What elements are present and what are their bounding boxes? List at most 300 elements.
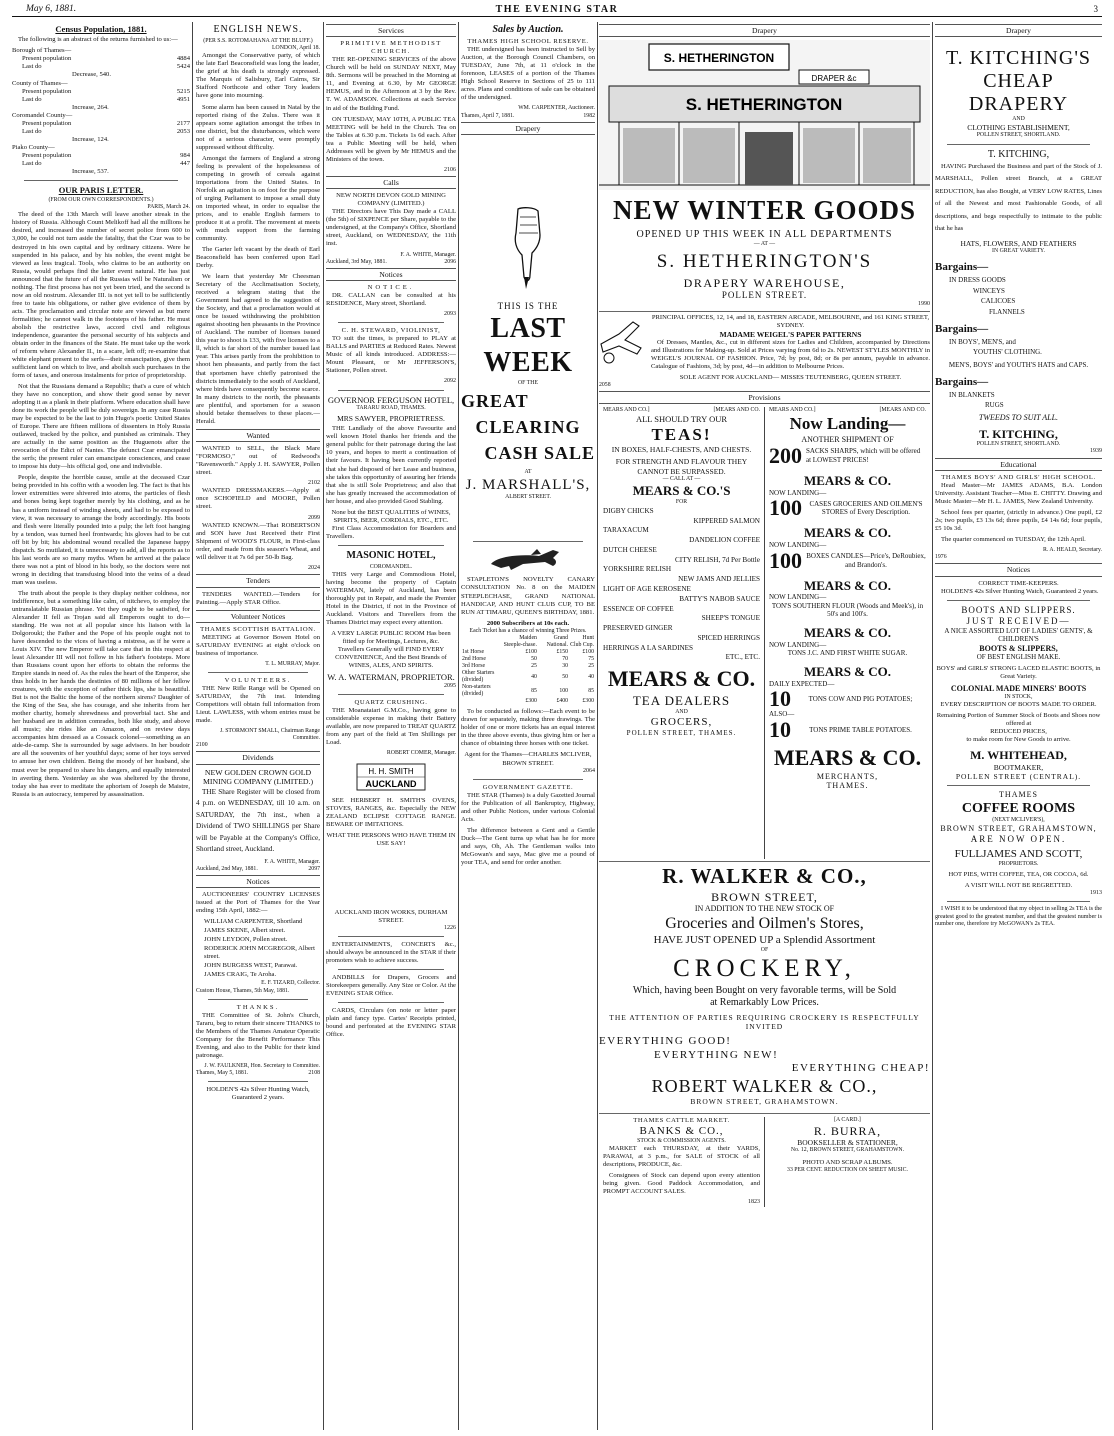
kitching-text: HAVING Purchased the Business and part of the Stock of J. MARSHALL, Pollen street Branch, at a GREAT REDUCTION, has also Bought, at VERY LOW RATES, Lines of all the Newest and most Fashionable Goods, of all descriptions, and begs respectfully to intimate to the public that he has xyxy=(935,162,1102,233)
census-label: Increase, 264. xyxy=(72,103,109,111)
prize-cell xyxy=(461,698,501,705)
of-the: OF THE xyxy=(517,380,539,387)
tea-dealers: TEA DEALERS xyxy=(632,693,731,709)
pointing-hand-icon xyxy=(504,205,552,291)
divider xyxy=(208,672,308,673)
mears-tags xyxy=(603,407,760,414)
dividend-sign: F. A. WHITE, Manager. xyxy=(264,858,320,865)
ad-number: 2102 xyxy=(308,480,320,487)
stapleton-text: STAPLETON'S NOVELTY CANARY CONSULTATION No. 8 on the MAIDEN STEEPLECHASE, GRAND NATIONAL HANDICAP, AND HUNT CLUB CUP, TO BE RUN AT TIMARU, QUEEN'S BIRTHDAY, 1881. xyxy=(461,576,595,616)
just-received: JUST RECEIVED— xyxy=(966,615,1071,626)
divider xyxy=(338,1002,444,1003)
church-title: PRIMITIVE METHODIST CHURCH. xyxy=(340,40,442,56)
divider xyxy=(208,999,308,1000)
masonic-hotel-title: MASONIC HOTEL, xyxy=(346,549,436,561)
clothing-establishment: CLOTHING ESTABLISHMENT, xyxy=(967,123,1070,133)
weigel-title: MADAME WEIGEL'S PAPER PATTERNS xyxy=(719,329,862,339)
licensee: JOHN LEYDON, Pollen street. xyxy=(204,936,288,944)
dividend-text: THE Share Register will be closed from 4 p.m. on WEDNESDAY, till 10 a.m. on SATURDAY, the 7th inst., when a Dividend of TWO SHILLINGS per Share will be Payable at the Company's Office, Shortland street, Auckland. xyxy=(196,787,320,854)
census-row xyxy=(12,80,190,88)
landing-quantity: 100 xyxy=(769,547,802,573)
cash-sale-headline: CASH SALE xyxy=(484,443,595,464)
ad-number: 2093 xyxy=(444,310,456,317)
hetherington-shopfront-engraving xyxy=(599,40,930,190)
proprietors: PROPRIETORS. xyxy=(998,860,1039,867)
bargain-item: CALICOES xyxy=(981,297,1016,306)
burra-photo: PHOTO AND SCRAP ALBUMS. xyxy=(802,1158,893,1166)
landing-text: TONS J.C. AND FIRST WHITE SUGAR. xyxy=(787,649,908,658)
census-value: 447 xyxy=(180,159,190,167)
prize-cell: £100 xyxy=(525,648,537,655)
prize-column-header: Grand National. xyxy=(546,634,569,648)
census-row xyxy=(12,144,190,152)
census-label: Present population xyxy=(22,119,72,127)
landing-quantity: 100 xyxy=(769,495,802,521)
call-at: — CALL AT — xyxy=(662,475,701,482)
prize-row xyxy=(461,663,595,670)
english-news-paragraph: Some alarm has been caused in Natal by the reported rising of the Zulus. There was it appears some agitation amongst the tribes in one district, but the disturbances, which were not of a serious character, were promptly suppressed without difficulty. xyxy=(196,103,320,151)
this-is-the: THIS IS THE xyxy=(497,300,559,311)
tweeds-tagline: TWEEDS TO SUIT ALL. xyxy=(978,413,1059,422)
licensee: JAMES CRAIG, Te Aroha. xyxy=(204,971,277,979)
census-label: Present population xyxy=(22,55,72,63)
shop-roof-sign: S. HETHERINGTON xyxy=(663,51,775,66)
pollen-street: POLLEN STREET, SHORTLAND. xyxy=(976,441,1061,448)
masonic-hotel-sign: W. A. WATERMAN, PROPRIETOR. xyxy=(327,672,455,683)
smith-logo-city: AUCKLAND xyxy=(365,779,417,790)
landing-label: NOW LANDING— xyxy=(769,593,827,602)
prize-table-header xyxy=(461,635,595,649)
grocers: GROCERS, xyxy=(650,716,713,728)
ad-number: 2058 xyxy=(599,381,611,388)
ad-number: 2096 xyxy=(444,258,456,265)
english-make: OF BEST ENGLISH MAKE. xyxy=(976,653,1061,662)
ad-number: 2024 xyxy=(308,564,320,571)
walker-bought: Which, having been Bought on very favorable terms, will be Sold at Remarkably Low Prices. xyxy=(632,984,897,1008)
bottom-ads xyxy=(599,1117,930,1207)
census-row xyxy=(12,168,190,176)
landing-line xyxy=(769,602,926,619)
landing-label: DAILY EXPECTED— xyxy=(769,679,835,688)
prize-cell: 3rd Horse xyxy=(462,662,486,669)
marshall-name: J. MARSHALL'S, xyxy=(465,477,591,494)
smith-testimonials: WHAT THE PERSONS WHO HAVE THEM IN USE SAY! xyxy=(326,832,456,848)
column-rule xyxy=(458,22,459,1430)
prize-row xyxy=(461,670,595,684)
and-label: AND xyxy=(675,708,688,715)
hats-flowers: HATS, FLOWERS, AND FEATHERS xyxy=(960,238,1077,248)
census-label: Borough of Thames— xyxy=(12,47,72,55)
shop-side-sign: DRAPER &c xyxy=(811,74,857,84)
masonic-hotel-convenience: Travellers Generally will FIND EVERY CONVENIENCE, And the Best Brands of WINES, ALES, AND SPIRITS. xyxy=(335,646,447,670)
of-label: OF xyxy=(760,947,769,954)
census-value: 4884 xyxy=(176,55,190,63)
teas-headline: TEAS! xyxy=(651,424,712,444)
section-notices: Notices xyxy=(935,563,1102,576)
reserve-sign: WM. CARPENTER, Auctioneer. xyxy=(518,105,595,112)
english-news-title: ENGLISH NEWS. xyxy=(213,24,303,35)
census-row xyxy=(12,112,190,120)
provision-item: DUTCH CHEESE xyxy=(603,545,657,554)
mears-tag: MEARS AND CO.] xyxy=(769,407,816,414)
column-3 xyxy=(326,22,456,1430)
column-rule xyxy=(192,22,193,1430)
census-label: Present population xyxy=(22,87,72,95)
prize-row xyxy=(461,656,595,663)
reduced-prices: REDUCED PRICES, xyxy=(990,727,1047,735)
ad-number: 2100 xyxy=(196,742,208,749)
divider xyxy=(473,541,583,542)
summer-stock: Remaining Portion of Summer Stock of Boots and Shoes now offered at xyxy=(936,711,1101,727)
thanks-sign: J. W. FAULKNER, Hon. Secretary to Committee. xyxy=(204,1062,320,1069)
governor-hotel-footer: First Class Accommodation for Boarders and Travellers. xyxy=(326,524,456,540)
kitching-name: T. KITCHING, xyxy=(987,148,1050,160)
census-label: Last do xyxy=(22,127,42,135)
bargain-item: IN BOYS', MEN'S, and xyxy=(949,337,1016,346)
banks-footer: Consignees of Stock can depend upon every attention being given. Good Paddock Accommodation, and PROMPT ACCOUNT SALES. xyxy=(603,1172,760,1196)
section-volunteer-notices: Volunteer Notices xyxy=(196,610,320,623)
provision-item: LIGHT OF AGE KEROSENE xyxy=(603,585,691,593)
thanks-text: THE Committee of St. John's Church, Tararu, beg to return their sincere THANKS to the Members of the Thames Amateur Operatic Company for the Benefit Performance This Evening, and also to the Public for their kind patronage. xyxy=(196,1011,320,1059)
prize-cell: 50 xyxy=(531,655,537,662)
divider xyxy=(599,311,930,312)
great-variety: IN GREAT VARIETY. xyxy=(992,247,1045,254)
paris-letter-title: OUR PARIS LETTER. xyxy=(58,184,144,195)
landing-text: TON'S SOUTHERN FLOUR (Woods and Meek's), in 50's and 100's. xyxy=(771,601,924,619)
section-drapery: Drapery xyxy=(935,24,1102,37)
volunteers-title: VOLUNTEERS. xyxy=(224,677,292,685)
provision-item: NEW JAMS AND JELLIES xyxy=(678,575,760,584)
ad-number: 2064 xyxy=(583,767,595,774)
column-2 xyxy=(196,22,320,1430)
census-row xyxy=(12,71,190,79)
prize-cell: Other Starters (divided) xyxy=(462,670,495,684)
census-table xyxy=(12,47,190,176)
divider xyxy=(947,785,1090,786)
fulljames-scott: FULLJAMES AND SCOTT, xyxy=(954,847,1083,860)
census-value: 5424 xyxy=(176,63,190,71)
calls-sign: F. A. WHITE, Manager. xyxy=(400,251,456,258)
scottish-battalion-sign: T. L. MURRAY, Major. xyxy=(265,660,320,667)
weigel-text-block xyxy=(651,314,930,382)
prize-column-header: Maiden Steeple-chase. xyxy=(503,634,537,648)
quartz-title: QUARTZ CRUSHING. xyxy=(354,699,428,707)
clearing-headline: CLEARING xyxy=(475,417,581,438)
census-title: Census Population, 1881. xyxy=(55,24,147,34)
ad-number: 1823 xyxy=(748,1199,760,1206)
pollen-street: POLLEN STREET, SHORTLAND. xyxy=(976,132,1061,139)
mears-provision-list xyxy=(603,507,760,663)
burra-ad xyxy=(764,1117,930,1207)
school-sign: R. A. HEALD, Secretary. xyxy=(1042,547,1102,554)
provision-item: DANDELION COFFEE xyxy=(689,536,760,545)
reserve-text: THE undersigned has been instructed to Sell by Auction, at the Borough Council Chambers, on TUESDAY, June 7th, at 11 o'clock in the forenoon, LEASES of a portion of the Thames High School Reserve in Sections of 25 to 111 acres. Plans and conditions of sale can be obtained of the undersigned. xyxy=(461,46,595,102)
ad-number: 2106 xyxy=(444,166,456,173)
section-dividends: Dividends xyxy=(196,751,320,764)
divider xyxy=(947,144,1090,145)
boots-slippers: BOOTS & SLIPPERS, xyxy=(979,643,1058,653)
make-room: to make room for New Goods to arrive. xyxy=(966,735,1071,743)
licensee: RODERICK JOHN MCGREGOR, Albert street. xyxy=(204,945,315,961)
coffee-rooms: COFFEE ROOMS xyxy=(961,800,1076,816)
walker-opened: HAVE JUST OPENED UP a Splendid Assortment xyxy=(653,933,876,946)
calls-company: NEW NORTH DEVON GOLD MINING COMPANY (LIMITED.) xyxy=(336,192,446,208)
mears-teas-ad xyxy=(599,407,764,859)
divider xyxy=(338,969,444,970)
census-value: 4951 xyxy=(176,95,190,103)
licensee: JAMES SKENE, Albert street. xyxy=(204,927,286,935)
mears-tag: [MEARS AND CO. xyxy=(879,407,926,414)
divider xyxy=(599,1113,930,1114)
census-label: Present population xyxy=(22,151,72,159)
walker-groceries: Groceries and Oilmen's Stores, xyxy=(665,915,864,933)
school-term: The quarter commenced on TUESDAY, the 12th April. xyxy=(941,536,1086,544)
prize-row xyxy=(461,698,595,705)
landing-text: CASES GROCERIES AND OILMEN'S STORES of Every Description. xyxy=(809,499,923,517)
column-rule xyxy=(932,22,933,1430)
church-tea-meeting: ON TUESDAY, MAY 10TH, A PUBLIC TEA MEETING will be held in the Church. Tea on the Tables at 6.30 p.m. Tickets 1s 6d each. After tea a Public Meeting will be held, when Addresses will be given by Mr HEMUS and the Ministers of the town. xyxy=(326,115,456,163)
shop-fascia-sign: S. HETHERINGTON xyxy=(685,95,843,115)
new-winter-goods-headline: NEW WINTER GOODS xyxy=(612,195,917,226)
prize-column-header: Hunt Club Cup. xyxy=(570,634,594,648)
census-row xyxy=(12,104,190,112)
paris-letter-byline: (FROM OUR OWN CORRESPONDENTS.) xyxy=(48,197,154,204)
hetherington-name: S. HETHERINGTON'S xyxy=(656,251,873,273)
divider xyxy=(947,600,1090,601)
walker-graham: BROWN STREET, GRAHAMSTOWN. xyxy=(690,1097,839,1107)
census-value: 2053 xyxy=(176,127,190,135)
cards-ad: CARDS, Circulars (on note or letter paper plain and fancy type. Cartes' Receipts printed, bound and perforated at the EVENING STAR Office. xyxy=(326,1007,456,1039)
english-news-paragraph: Amongst the Conservative party, of which the late Earl Beaconsfield was long the leader, the grief at his death is strongly expressed. The Marquis of Salisbury, Earl Cairns, Sir Stafford Northcote and other Tory leaders have gone into mourning. xyxy=(196,52,320,100)
column-rule xyxy=(323,22,324,1430)
divider xyxy=(338,936,444,937)
ad-number: 2092 xyxy=(444,378,456,385)
governor-hotel-proprietor: MRS SAWYER, PROPRIETRESS. xyxy=(337,414,445,424)
opened-up-line: OPENED UP THIS WEEK IN ALL DEPARTMENTS xyxy=(636,229,893,241)
notice-text: DR. CALLAN can be consulted at his RESIDENCE, Mary street, Shortland. xyxy=(326,291,456,307)
ad-number: 1226 xyxy=(444,924,456,931)
cheap-drapery: CHEAP DRAPERY xyxy=(968,70,1069,116)
census-label: Coromandel County— xyxy=(12,111,73,119)
census-label: County of Thames— xyxy=(12,79,68,87)
ad-number: 1990 xyxy=(918,301,930,308)
governor-hotel-title: GOVERNOR FERGUSON HOTEL, xyxy=(327,394,455,405)
weigel-agent: SOLE AGENT FOR AUCKLAND— MISSES TEUTENBERG, QUEEN STREET. xyxy=(679,373,902,381)
hot-pies: HOT PIES, WITH COFFEE, TEA, OR COCOA, 6d. xyxy=(948,870,1089,878)
provision-item: CITY RELISH, 7d Per Bottle xyxy=(675,555,760,564)
whitehead-name: M. WHITEHEAD, xyxy=(970,748,1067,762)
wanted-ad: WANTED KNOWN.—That ROBERTSON and SON have Just Received their First Shipment of WOOD'S FLOUR, in First-class order, and made from this season's Wheat, and will deliver it at 7s 6d per 50-lb Bag. xyxy=(196,521,320,561)
prize-cell: 1st Horse xyxy=(462,648,485,655)
mears-block-head: MEARS & CO. xyxy=(803,472,892,488)
section-provisions: Provisions xyxy=(599,391,930,404)
provision-item: ESSENCE OF COFFEE xyxy=(603,604,674,613)
paris-paragraph: Not that the Russians demand a Republic; that's a cure of which they have no conception, and show their good sense by never adopting it as a plank in their platform. Where education shall have done its work the people will be duly sovereign. In any case Russia may be expected to be the last to join Hugo's poetic United States of Europe. There are fifteen millions of dissenters in Holy Russia outlawed, tracked by the police, and punished as criminals. They are actually in the same position as the Huguenots after the revocation of the Edict of Nantes. The defunct Czar emancipated the serfs; the present ruler can emancipate consciences, and cease to impose his duty—his official god, one and indivisible. xyxy=(12,383,190,471)
thames: THAMES. xyxy=(826,781,869,791)
census-row xyxy=(12,47,190,55)
volunteers-text: THE New Rifle Range will be Opened on SATURDAY, the 7th inst. Intending Competitors will obtain full information from Lieut. LAWLESS, with whom entries must be made. xyxy=(196,685,320,725)
census-label: Last do xyxy=(22,63,42,71)
section-notices: Notices xyxy=(196,875,320,888)
section-sales-by-auction: Sales by Auction. xyxy=(492,24,564,35)
english-news-body xyxy=(196,52,320,425)
mears-big-name: MEARS & CO. xyxy=(607,666,756,692)
paris-letter-body xyxy=(12,211,190,798)
coffee-open: ARE NOW OPEN. xyxy=(970,833,1067,844)
divider xyxy=(24,180,178,181)
census-row xyxy=(12,55,190,63)
governor-hotel-address: TARARU ROAD, THAMES. xyxy=(356,405,426,412)
ad-number: 2095 xyxy=(444,682,456,689)
census-row xyxy=(12,136,190,144)
prize-cell: £300 xyxy=(582,698,594,705)
census-label: Last do xyxy=(22,95,42,103)
school-fees: School fees per quarter, (strictly in advance.) One pupil, £2 2s; two pupils, £3 13s 6d; three pupils, £4 14s 6d; four pupils, £5 10s 3d. xyxy=(935,509,1102,533)
paper-title: THE EVENING STAR xyxy=(495,4,619,15)
stapleton-rules: To be conducted as follows:—Each event to be drawn for separately, making three drawings. The holder of one or more tickets has an equal interest in the three above events, thus giving him or her a chance of obtaining three horses with one ticket. xyxy=(461,708,595,748)
provision-item: PRESERVED GINGER xyxy=(603,624,673,633)
section-calls: Calls xyxy=(326,176,456,189)
teas-flavour: FOR STRENGTH AND FLAVOUR THEY CANNOT BE SURPASSED. xyxy=(615,457,748,476)
census-row xyxy=(12,120,190,128)
provision-item: TARAXACUM xyxy=(603,526,649,535)
and-label: AND xyxy=(1012,116,1025,123)
divider xyxy=(473,779,583,780)
ad-number: 2099 xyxy=(308,514,320,521)
church-text: THE RE-OPENING SERVICES of the above Church will be held on SUNDAY NEXT, May 8th. Sermons will be preached in the Morning at 11, and Evening at 6.30, by Mr GEORGE HEMUS, and in the Afternoon at 3 by the Rev. T. W. ADAMSON. Collections at each Service in aid of the Building Fund. xyxy=(326,56,456,112)
mears-block-head: MEARS & CO. xyxy=(803,525,892,541)
holden-watch-ad: HOLDEN'S 42s Silver Hunting Watch, Guaranteed 2 years. xyxy=(206,1085,310,1101)
english-news-dateline: LONDON, April 18. xyxy=(272,45,320,52)
dividend-date: Auckland, 2nd May, 1881. xyxy=(196,865,258,872)
provision-item: HERRINGS A LA SARDINES xyxy=(603,643,694,652)
thanks-title: THANKS. xyxy=(236,1003,280,1011)
mens-hats: MEN'S, BOYS' and YOUTH'S HATS and CAPS. xyxy=(948,361,1089,369)
burra-name: R. BURRA, xyxy=(813,1123,882,1138)
section-educational: Educational xyxy=(935,458,1102,471)
landing-line xyxy=(769,497,926,519)
mears-tag: [MEARS AND CO. xyxy=(713,407,760,414)
prize-cell: 2nd Horse xyxy=(462,655,486,662)
banks-sub: STOCK & COMMISSION AGENTS. xyxy=(637,1138,726,1145)
at-label: — AT — xyxy=(753,241,776,248)
landing-line xyxy=(769,688,926,710)
census-intro: The following is an abstract of the returns furnished to us:— xyxy=(18,36,178,44)
pollen-street: POLLEN STREET. xyxy=(721,290,808,301)
census-row xyxy=(12,96,190,104)
licenses-sign: E. F. TIZARD, Collector. xyxy=(261,980,320,987)
column-1 xyxy=(12,22,190,1430)
column-rule xyxy=(597,22,598,1430)
now-landing-headline: Now Landing— xyxy=(789,414,906,434)
prize-cell: £150 xyxy=(556,648,569,655)
mcgowan-tea-notice: I WISH it to be understood that my object in selling 2s TEA is the greatest good to the greatest number, and that the greatest number is number one, therefore try McGOWAN's 2s TEA. xyxy=(935,906,1102,928)
burra-address: No. 12, BROWN STREET, GRAHAMSTOWN. xyxy=(790,1147,905,1154)
everything-new: EVERYTHING NEW! xyxy=(654,1048,779,1061)
marshall-address: ALBERT STREET. xyxy=(505,494,551,501)
quartz-text: THE Moanataiari G.M.Co., having gone to considerable expense in making their Battery available, are now prepared to TREAT QUARTZ from any part of the field at Ten Shillings per Load. xyxy=(326,707,456,747)
ad-number: 2097 xyxy=(308,865,320,872)
census-label: Piako County— xyxy=(12,143,55,151)
sharps-quantity: 200 xyxy=(769,442,802,468)
divider xyxy=(208,1081,308,1082)
census-row xyxy=(12,88,190,96)
census-row xyxy=(12,128,190,136)
everything-cheap: EVERYTHING CHEAP! xyxy=(791,1062,930,1075)
prize-cell: 100 xyxy=(559,687,569,694)
census-value: 2177 xyxy=(176,119,190,127)
licensee: WILLIAM CARPENTER, Shortland xyxy=(204,918,303,926)
whitehead-address: POLLEN STREET (CENTRAL). xyxy=(955,771,1082,781)
try-our: ALL SHOULD TRY OUR xyxy=(635,414,728,425)
provision-item: ETC., ETC. xyxy=(725,653,760,662)
bargains-heading: Bargains— xyxy=(935,261,989,273)
landing-line xyxy=(769,547,926,573)
ad-number: 1939 xyxy=(1090,448,1102,455)
column-4 xyxy=(461,22,595,1430)
section-notices: Notices xyxy=(326,268,456,281)
calls-date: Auckland, 3rd May, 1881. xyxy=(326,258,387,265)
crockery-headline: CROCKERY, xyxy=(673,955,856,983)
smith-footer: AUCKLAND IRON WORKS, DURHAM STREET. xyxy=(334,908,448,924)
prize-row xyxy=(461,684,595,698)
paris-paragraph: The deed of the 13th March will leave another streak in the history of Russia. Although Count Melikoff had all the millions he desired, and increased the number of secret police from 600 to 3,000, he could not turn aside the fatality, that the Czar was to be destroyed in his own capital and by ordinary citizens. Were he suspended in his palace, and by his nobles, the event might be viewed as less tragical. Tools, who claims to be an authority on Russia, would perhaps find the latter event natural. He has just announced that the future of all the Russias will be Naturalism or nothing. The first process has not yet been tried, and the second is now an old nostrum. Alexander III. is not yet tell to be sufficiently free to taste his obligations, or rather give evidence of them by acts. The proclamation and circular note are viewed as but mere formalities; he cannot walk in the footsteps of his father. He must abolish the restrictive laws, accord civil and religious independence, guarantee the personal security of his subjects and obtain order in the finances of the State. He must take up the work of reform where Alexander II., in a scare, left off; re-examine that white elephant present to the serfs—their emancipation, give them sufficient land on which to live, and abolish such purchases in the form of taxes, and onerous instalments for price of proprietorship. xyxy=(12,211,190,379)
notice-title: NOTICE. xyxy=(367,283,415,291)
census-value: 5215 xyxy=(176,87,190,95)
bargains-heading: Bargains— xyxy=(935,322,989,335)
prize-cell: 30 xyxy=(562,662,569,669)
landing-quantity: 10 xyxy=(769,686,791,712)
bootmaker: BOOTMAKER, xyxy=(993,762,1044,772)
mears-block-head: MEARS & CO. xyxy=(803,577,892,593)
paris-paragraph: The truth about the people is they display neither coldness, nor indifference, but a something like calm, of nitchevo, to employ the untranslatable Russian phrase. Yet they ought to be satisfied, for Alexander II fell as Trojan said all Emperors ought to do—standing. He was not at all popular since his liaison with la Dolgorouki; the Father and the Pope of his people ought not to have descended to the vices of having a mistress, as if he were a Louis XIV. The new Emperor will take care that in this respect at least Alexander III will not follow in his father's footsteps. More than Russians count upon her efforts to obtain the reforms the Empire stands in need of. As the rules the heart of the Emperor, she thus holds in her hands the destinies of 80 millions of her fellow creatures, with the exception of rather thick lips, she is beautiful. But is not the Baltic the home of the northern sirens? Daughter of the King of the Sea, she has courage, and she inherits from her mother charity, homely shrewdness and proverbial tact. She and her husband are in addition comrades, both like study, and above all music; she rides like an Amazon, and on review days accompanies him dressed as a Cossack colonel—something as an aide-de-camp. She is surrounded by sage advisers. In her boudoir are all the souvenirs of her youthful days; some of her toys served to amuse her own children. Being the moody of her husband, she must ever be prepared to share his dangers, and equally interested in averting them. Yesterday as she was sheltered by the throne, today she has ever to meditate the aphorism of Joseph de Maistre, Russia is an autocracy, tempered by assassination. xyxy=(12,589,190,798)
issue-date: May 6, 1881. xyxy=(26,4,77,14)
correct-timekeepers: CORRECT TIME-KEEPERS. xyxy=(978,579,1059,587)
governor-hotel-wines: None but the BEST QUALITIES of WINES, SPIRITS, BEER, CORDIALS, ETC., ETC. xyxy=(331,508,451,524)
provision-item: SPICED HERRINGS xyxy=(697,633,760,642)
masonic-hotel-place: COROMANDEL. xyxy=(369,563,413,570)
prize-cell: 25 xyxy=(531,662,537,669)
divider xyxy=(599,861,930,862)
racehorse-icon xyxy=(461,546,595,572)
card-label: [A CARD.] xyxy=(834,1116,861,1123)
walker-robert: ROBERT WALKER & CO., xyxy=(651,1075,878,1096)
provision-item: KIPPERED SALMON xyxy=(693,516,760,525)
sharps-line xyxy=(769,442,926,468)
prize-cell: £400 xyxy=(556,698,569,705)
made-to-order: EVERY DESCRIPTION OF BOOTS MADE TO ORDER. xyxy=(940,700,1097,708)
walker-addition: IN ADDITION TO THE NEW STOCK OF xyxy=(694,904,835,914)
prize-cell: 25 xyxy=(588,662,594,669)
kitching-title: T. KITCHING'S xyxy=(945,47,1092,70)
smith-logo-name: H. H. SMITH xyxy=(368,767,414,777)
ad-number: 1913 xyxy=(1090,890,1102,897)
mcgowan-tea-ad: The difference between a Gent and a Gentle Duck—The Gent turns up what has he for more and says, Oh, Ah. The Gentleman walks into McGowan's and says, Mac give me a pound of your TEA, and send for order another. xyxy=(461,827,595,867)
tenders-ad: TENDERS WANTED.—Tenders for Painting.—Apply STAR Office. xyxy=(196,590,320,606)
masonic-hotel-room: A VERY LARGE PUBLIC ROOM Has been fitted up for Meetings, Lectures, &c. xyxy=(331,630,451,646)
walker-street: BROWN STREET, xyxy=(711,889,818,904)
weigel-ad xyxy=(599,314,930,382)
masthead xyxy=(12,4,1102,17)
provision-item: BATTY'S NABOB SAUCE xyxy=(679,594,760,603)
section-services: Services xyxy=(326,24,456,37)
mears-tags xyxy=(769,407,926,414)
mears-block-head: MEARS & CO. xyxy=(803,663,892,679)
prize-cell: 40 xyxy=(588,673,594,680)
prize-table xyxy=(461,635,595,706)
census-label: Decrease, 540. xyxy=(72,71,111,79)
census-value: 984 xyxy=(180,151,190,159)
